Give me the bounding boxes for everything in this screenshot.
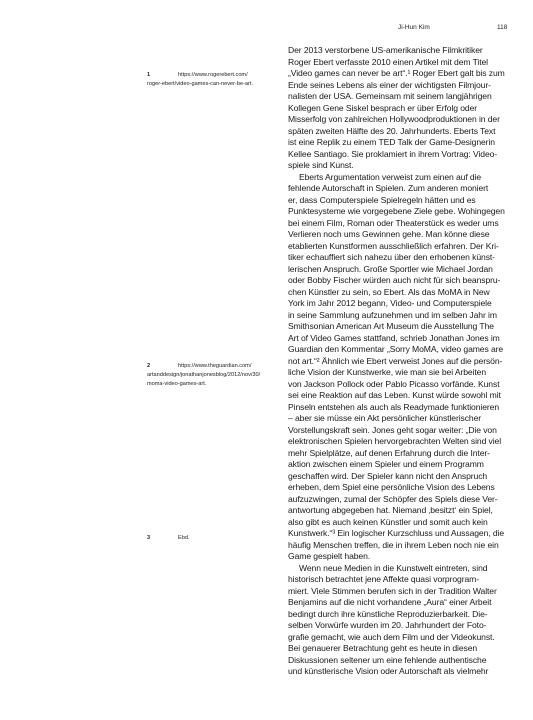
body-line: Pinseln entstehen als auch als Readymade funktionieren — [288, 401, 500, 412]
body-line: von Jackson Pollock oder Pablo Picasso vorfände. Kunst — [288, 378, 500, 389]
body-line: – aber sie müsse ein Akt persönlicher künstlerischer — [288, 413, 482, 423]
body-line: Verlieren noch ums Gewinnen gehe. Man könne diese — [288, 229, 490, 239]
body-line: York im Jahr 2012 begann, Video- und Computerspiele — [288, 298, 492, 308]
running-head-author: Ji-Hun Kim — [398, 24, 430, 31]
body-line: Der 2013 verstorbene US-amerikanische Filmkritiker — [288, 45, 483, 55]
body-line: in seine Sammlung aufzunehmen und im selben Jahr im — [288, 309, 497, 320]
body-line: elektronischen Spielen hervorgebrachten Welten sind viel — [288, 436, 502, 446]
footnote-1 — [147, 71, 277, 89]
body-line: Kollegen Gene Siskel besprach er über Erfolg oder — [288, 102, 478, 113]
body-line: Wenn neue Medien in die Kunstwelt eintreten, sind — [299, 562, 488, 573]
body-line: aufzuzwingen, zumal der Schöpfer des Spiels diese Ver- — [288, 493, 498, 504]
body-line: mehr Spielplätze, auf denen Erfahrung durch die Inter- — [288, 447, 490, 458]
footnote-3 — [147, 534, 277, 543]
footnote-2 — [147, 362, 277, 389]
body-line: ist eine Replik zu einem TED Talk der Game-Designerin — [288, 137, 495, 147]
body-line: Game gespielt haben. — [288, 551, 371, 561]
running-head — [0, 24, 533, 36]
body-line: antwortung abgegeben hat. Niemand ‚besitzt‘ ein Spiel, — [288, 505, 493, 515]
body-line: not art.“² Ähnlich wie Ebert verweist Jones auf die persön- — [288, 355, 503, 366]
body-line: Roger Ebert verfasste 2010 einen Artikel mit dem Titel — [288, 56, 488, 67]
body-line: und künstlerische Vision oder Autorschaft als vielmehr — [288, 666, 489, 676]
footnote-number: 2 — [147, 363, 151, 369]
footnote-number: 1 — [147, 72, 151, 78]
body-line: spiele sind Kunst. — [288, 160, 354, 170]
footnote-url-line: https://www.rogerebert.com/ — [178, 72, 248, 78]
body-line: Smithsonian American Art Museum die Ausstellung The — [288, 321, 494, 331]
paragraph-1 — [288, 45, 519, 172]
footnote-url-line: https://www.theguardian.com/ — [178, 363, 252, 369]
footnote-number: 3 — [147, 535, 151, 541]
body-line: nalisten der USA. Gemeinsam mit seinem langjährigen — [288, 91, 492, 101]
body-line: historisch betrachtet jene Affekte quasi vorprogram- — [288, 574, 479, 584]
body-line: Art of Video Games stattfand, schrieb Jonathan Jones im — [288, 332, 500, 343]
body-line: er, dass Computerspiele Spielregeln hätten und es — [288, 194, 476, 205]
footnote-text: Ebd. — [178, 535, 190, 541]
paragraph-3 — [288, 563, 519, 678]
body-line: tiker echauffiert sich nahezu über den erhobenen künst- — [288, 252, 495, 262]
body-line: selben Vorwürfe wurden im 20. Jahrhundert der Foto- — [288, 620, 487, 630]
footnote-url-line: roger-ebert/video-games-can-never-be-art. — [147, 81, 254, 87]
body-line: also gibt es auch keinen Künstler und somit auch kein — [288, 516, 488, 527]
body-line: grafie gemacht, wie auch dem Film und der Videokunst. — [288, 631, 495, 642]
body-line: Vorstellungskraft sein. Jones geht sogar weiter: „Die von — [288, 424, 497, 435]
body-line: Benjamins auf die nicht vorhandene „Aura“ einer Arbeit — [288, 597, 492, 607]
body-line: Eberts Argumentation verweist zum einen auf die — [299, 171, 482, 182]
footnote-url-line: artanddesign/jonathanjonesblog/2012/nov/30/ — [147, 372, 261, 378]
body-line: Misserfolg von zahlreichen Hollywoodproduktionen in der — [288, 114, 500, 124]
paragraph-2 — [288, 172, 519, 563]
body-line: fehlende Autorschaft in Spielen. Zum anderen moniert — [288, 183, 489, 193]
body-line: etablierten Kunstformen ausschließlich erfahren. Der Kri- — [288, 240, 499, 251]
body-line: chen Künstler zu sein, so Ebert. Als das MoMA in New — [288, 286, 490, 297]
body-line: häufig Menschen treffen, die in ihrem Leben noch nie ein — [288, 539, 499, 550]
body-line: Kellee Santiago. Sie proklamiert in ihrem Vortrag: Video- — [288, 148, 498, 159]
body-line: Bei genauerer Betrachtung geht es heute in diesen — [288, 643, 478, 653]
body-line: Kunstwerk.“³ Ein logischer Kurzschluss und Aussagen, die — [288, 528, 505, 538]
body-line: Punktesysteme wie vorgegebene Ziele gebe. Wohingegen — [288, 206, 505, 216]
body-line: miert. Viele Stimmen berufen sich in der Tradition Walter — [288, 585, 497, 596]
body-line: erheben, dem Spiel eine persönliche Vision des Lebens — [288, 482, 495, 492]
body-line: liche Vision der Kunstwerke, wie man sie bei Arbeiten — [288, 367, 487, 377]
body-line: lerischen Anspruch. Große Sportler wie Michael Jordan — [288, 263, 493, 274]
body-line: Diskussionen seltener um eine fehlende authentische — [288, 654, 487, 665]
body-line: Guardian den Kommentar „Sorry MoMA, video games are — [288, 344, 504, 354]
body-line: bei einem Film, Roman oder Theaterstück es weder ums — [288, 217, 499, 228]
body-line: Ende seines Lebens als einer der wichtigsten Filmjour- — [288, 79, 491, 90]
body-line: „Video games can never be art“.¹ Roger Ebert galt bis zum — [288, 68, 505, 78]
footnote-url-line: moma-video-games-art. — [147, 381, 207, 387]
body-text-column — [288, 45, 519, 678]
body-line: späten zweiten Hälfte des 20. Jahrhunderts. Eberts Text — [288, 125, 496, 136]
body-line: geschaffen wird. Der Spieler kann nicht den Anspruch — [288, 470, 488, 481]
body-line: oder Bobby Fischer würden auch nicht für sich beanspru- — [288, 275, 501, 285]
body-line: aktion zwischen einem Spieler und einem Programm — [288, 459, 484, 469]
body-line: sei eine Reaktion auf das Leben. Kunst würde sowohl mit — [288, 390, 501, 400]
page-number: 118 — [497, 24, 508, 31]
body-line: bedingt durch ihre künstliche Reproduzierbarkeit. Die- — [288, 608, 488, 619]
